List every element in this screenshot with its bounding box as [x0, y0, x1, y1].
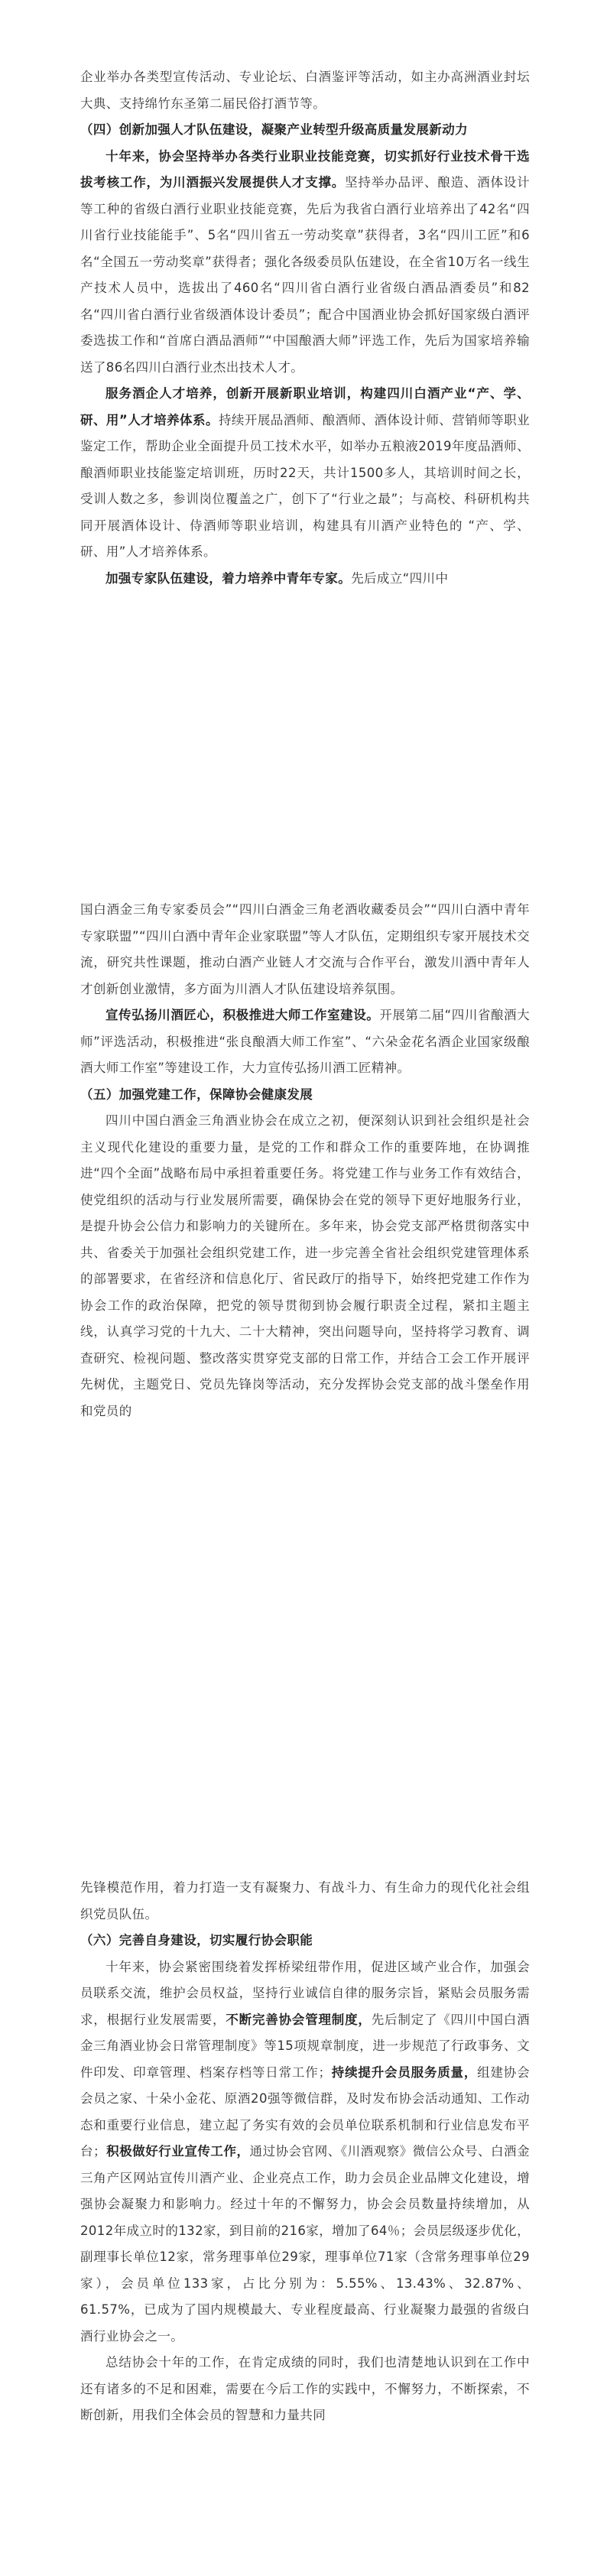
- paragraph-summary: 总结协会十年的工作，在肯定成绩的同时，我们也清楚地认识到在工作中还有诸多的不足和困难，需要在今后工作的实践中，不懈努力，不断探索，不断创新，用我们全体会员的智慧和力量共同: [80, 2355, 530, 2422]
- paragraph-party-building-continued: 先锋模范作用，着力打造一支有凝聚力、有战斗力、有生命力的现代化社会组织党员队伍。: [80, 1880, 530, 1921]
- paragraph-text: 持续开展品酒师、酿酒师、酒体设计师、营销师等职业鉴定工作，帮助企业全面提升员工技术水平，如举办五粮液2019年度品酒师、酿酒师职业技能鉴定培训班，历时22天，共计1500多人，其培训时间之长，受训人数之多，参训岗位覆盖之广，创下了“行业之最”；与高校、科研机构共同开展酒体设计、侍酒师等职业培训，构建具有川酒产业特色的 “产、学、研、用”人才培养体系。: [80, 412, 530, 559]
- paragraph-master-studio: [80, 1002, 530, 1082]
- paragraph-text: 先后制定了《四川中国白酒金三角酒业协会日常管理制度》等15项规章制度，进一步规范了行政事务、文件印发、印章管理、档案存档等日常工作；: [80, 2012, 530, 2080]
- paragraph-self-construction: [80, 1954, 530, 2350]
- text-block-2: [80, 897, 530, 1424]
- paragraph-text: 坚持举办品评、酿造、酒体设计等工种的省级白酒行业职业技能竞赛，先后为我省白酒行业培养出了42名“四川省行业技能能手”、5名“四川省五一劳动奖章”获得者，3名“四川工匠”和6名“全国五一劳动奖章”获得者；强化各级委员队伍建设，在全省10万名一线生产技术人员中，选拔出了460名“四川省白酒行业省级白酒品酒委员”和82名“四川省白酒行业省级酒体设计委员”；配合中国酒业协会抓好国家级白酒评委选拔工作和“首席白酒品酒师”“中国酿酒大师”评选工作，先后为国家培养输送了86名四川白酒行业杰出技术人才。: [80, 175, 531, 375]
- section-heading-5: （五）加强党建工作，保障协会健康发展: [80, 1087, 313, 1102]
- paragraph-emphasis: 服务酒企人才培养，创新开展新职业培训，构建四川白酒产业“产、学、研、用”人才培养体系。: [80, 386, 530, 427]
- paragraph-talent-training: [80, 381, 530, 566]
- paragraph-emphasis: 持续提升会员服务质量，: [331, 2064, 478, 2080]
- paragraph-text: 十年来，协会紧密围绕着发挥桥梁纽带作用，促进区域产业合作，加强会员联系交流，维护会员权益，坚持行业诚信自律的服务宗旨，紧贴会员服务需求，根据行业发展需要，: [80, 1959, 530, 2027]
- section-heading-6: （六）完善自身建设，切实履行协会职能: [80, 1933, 313, 1947]
- paragraph-expert-team: [80, 566, 530, 593]
- section-heading-4: （四）创新加强人才队伍建设，凝聚产业转型升级高质量发展新动力: [80, 122, 468, 137]
- paragraph-talent-competition: [80, 144, 530, 382]
- paragraph-party-building: 四川中国白酒金三角酒业协会在成立之初，便深刻认识到社会组织是社会主义现代化建设的重要力量，是党的工作和群众工作的重要阵地，在协调推进“四个全面”战略布局中承担着重要任务。将党建工作与业务工作有效结合，使党组织的活动与行业发展所需要，确保协会在党的领导下更好地服务行业，是提升协会公信力和影响力的关键所在。多年来，协会党支部严格贯彻落实中共、省委关于加强社会组织党建工作，进一步完善全省社会组织党建管理体系的部署要求，在省经济和信息化厅、省民政厅的指导下，始终把党建工作作为协会工作的政治保障，把党的领导贯彻到协会履行职责全过程，紧扣主题主线，认真学习党的十九大、二十大精神，突出问题导向，坚持将学习教育、调查研究、检视问题、整改落实贯穿党支部的日常工作，并结合工会工作开展评先树优，主题党日、党员先锋岗等活动，充分发挥协会党支部的战斗堡垒作用和党员的: [80, 1113, 530, 1418]
- paragraph-emphasis: 加强专家队伍建设，着力培养中青年专家。: [105, 570, 352, 586]
- paragraph-text: 先后成立“四川中: [351, 570, 449, 586]
- text-block-3: [80, 1875, 530, 2429]
- paragraph-text: 开展第二届“四川省酿酒大师”评选活动，积极推进“张良酿酒大师工作室”、“六朵金花名酒企业国家级酿酒大师工作室”等建设工作，大力宣传弘扬川酒工匠精神。: [80, 1008, 530, 1075]
- paragraph-expert-team-continued: 国白酒金三角专家委员会”“四川白酒金三角老酒收藏委员会”“四川白酒中青年专家联盟”“四川白酒中青年企业家联盟”等人才队伍，定期组织专家开展技术交流，研究共性课题，推动白酒产业链人才交流与合作平台，激发川酒中青年人才创新创业激情，多方面为川酒人才队伍建设培养氛围。: [80, 902, 530, 996]
- paragraph-emphasis: 积极做好行业宣传工作，: [105, 2144, 250, 2159]
- paragraph-emphasis: 宣传弘扬川酒匠心，积极推进大师工作室建设。: [105, 1008, 380, 1022]
- paragraph-text: 通过协会官网、《川酒观察》微信公众号、白酒金三角产区网站宣传川酒产业、企业亮点工作，助力会员企业品牌文化建设，增强协会凝聚力和影响力。经过十年的不懈努力，协会会员数量持续增加，从2012年成立时的132家，到目前的216家，增加了64％；会员层级逐步优化，副理事长单位12家，常务理事单位29家，理事单位71家（含常务理事单位29家），会员单位133家，占比分别为：5.55%、13.43%、32.87%、61.57%，已成为了国内规模最大、专业程度最高、行业凝聚力最强的省级白酒行业协会之一。: [80, 2144, 530, 2344]
- paragraph-emphasis: 十年来，协会坚持举办各类行业职业技能竞赛，切实抓好行业技术骨干选拔考核工作，为川酒振兴发展提供人才支撑。: [80, 148, 530, 190]
- paragraph-text: 组建协会会员之家、十朵小金花、原酒20强等微信群，及时发布协会活动通知、工作动态和重要行业信息，建立起了务实有效的会员单位联系机制和行业信息发布平台；: [80, 2064, 530, 2159]
- paragraph-emphasis: 不断完善协会管理制度，: [226, 2012, 372, 2027]
- paragraph-intro: 企业举办各类型宣传活动、专业论坛、白酒鉴评等活动，如主办高洲酒业封坛大典、支持绵竹东圣第二届民俗打酒节等。: [80, 70, 530, 111]
- text-block-1: [80, 64, 530, 592]
